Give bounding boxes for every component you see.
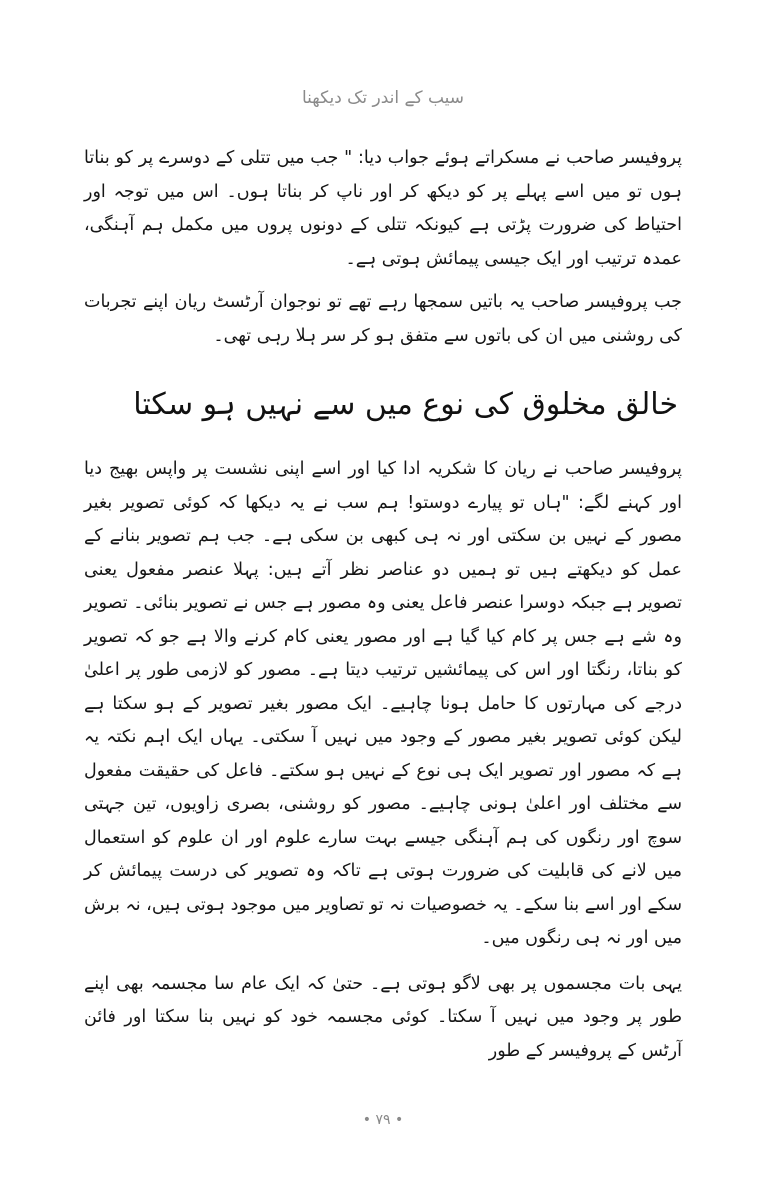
section-heading: خالق مخلوق کی نوع میں سے نہیں ہو سکتا bbox=[133, 387, 678, 422]
paragraph-artist-agrees: جب پروفیسر صاحب یہ باتیں سمجھا رہے تھے تو نوجوان آرٹسٹ ریان اپنے تجربات کی روشنی میں ان کی باتوں سے متفق ہو کر سر ہلا رہی تھی۔ bbox=[84, 292, 682, 346]
paragraph-sculptures: یہی بات مجسموں پر بھی لاگو ہوتی ہے۔ حتیٰ کہ ایک عام سا مجسمہ بھی اپنے طور پر وجود میں نہیں آ سکتا۔ کوئی مجسمہ خود کو نہیں بنا سکتا اور فائن آرٹس کے پروفیسر کے طور bbox=[84, 973, 682, 1061]
running-header: سیب کے اندر تک دیکھنا bbox=[301, 88, 465, 108]
paragraph-painter-and-painting: پروفیسر صاحب نے ریان کا شکریہ ادا کیا اور اسے اپنی نشست پر واپس بھیج دیا اور کہنے لگے: "ہاں تو پیارے دوستو! ہم سب نے یہ دیکھا کہ کوئی تصویر بغیر مصور کے نہیں بن سکتی اور نہ ہی کبھی بن سکی ہے۔ جب ہم تصویر بنانے کے عمل کو دیکھتے ہیں تو ہمیں دو عناصر نظر آتے ہیں: پہلا عنصر مفعول یعنی تصویر ہے جبکہ دوسرا عنصر فاعل یعنی وہ مصور ہے جس نے تصویر بنائی۔ تصویر وہ شے ہے جس پر کام کیا گیا ہے اور مصور یعنی کام کرنے والا ہے جو کہ تصویر کو بناتا، رنگتا اور اس کی پیمائشیں ترتیب دیتا ہے۔ مصور کو لازمی طور پر اعلیٰ درجے کی مہارتوں کا حامل ہونا چاہیے۔ ایک مصور بغیر تصویر کے ہو سکتا ہے لیکن کوئی تصویر بغیر مصور کے وجود میں نہیں آ سکتی۔ یہاں ایک اہم نکتہ یہ ہے کہ مصور اور تصویر ایک ہی نوع کے نہیں ہو سکتے۔ فاعل کی حقیقت مفعول سے مختلف اور اعلیٰ ہونی چاہیے۔ مصور کو روشنی، بصری زاویوں، تین جہتی سوچ اور رنگوں کی ہم آہنگی جیسے بہت سارے علوم اور ان علوم کو استعمال میں لانے کی قابلیت کی ضرورت ہوتی ہے تاکہ وہ تصویر کی درست پیمائش کر سکے اور اسے بنا سکے۔ یہ خصوصیات نہ تو تصاویر میں موجود ہوتی ہیں، نہ برش میں اور نہ ہی رنگوں میں۔ bbox=[84, 459, 682, 948]
paragraph-butterfly-wings: پروفیسر صاحب نے مسکراتے ہوئے جواب دیا: " جب میں تتلی کے دوسرے پر کو بناتا ہوں تو میں اسے پہلے پر کو دیکھ کر اور ناپ کر بناتا ہوں۔ اس میں توجہ اور احتیاط کی ضرورت پڑتی ہے کیونکہ تتلی کے دونوں پروں میں مکمل ہم آہنگی، عمدہ ترتیب اور ایک جیسی پیمائش ہوتی ہے۔ bbox=[84, 148, 682, 269]
page-number: • ۷۹ • bbox=[362, 1112, 404, 1128]
